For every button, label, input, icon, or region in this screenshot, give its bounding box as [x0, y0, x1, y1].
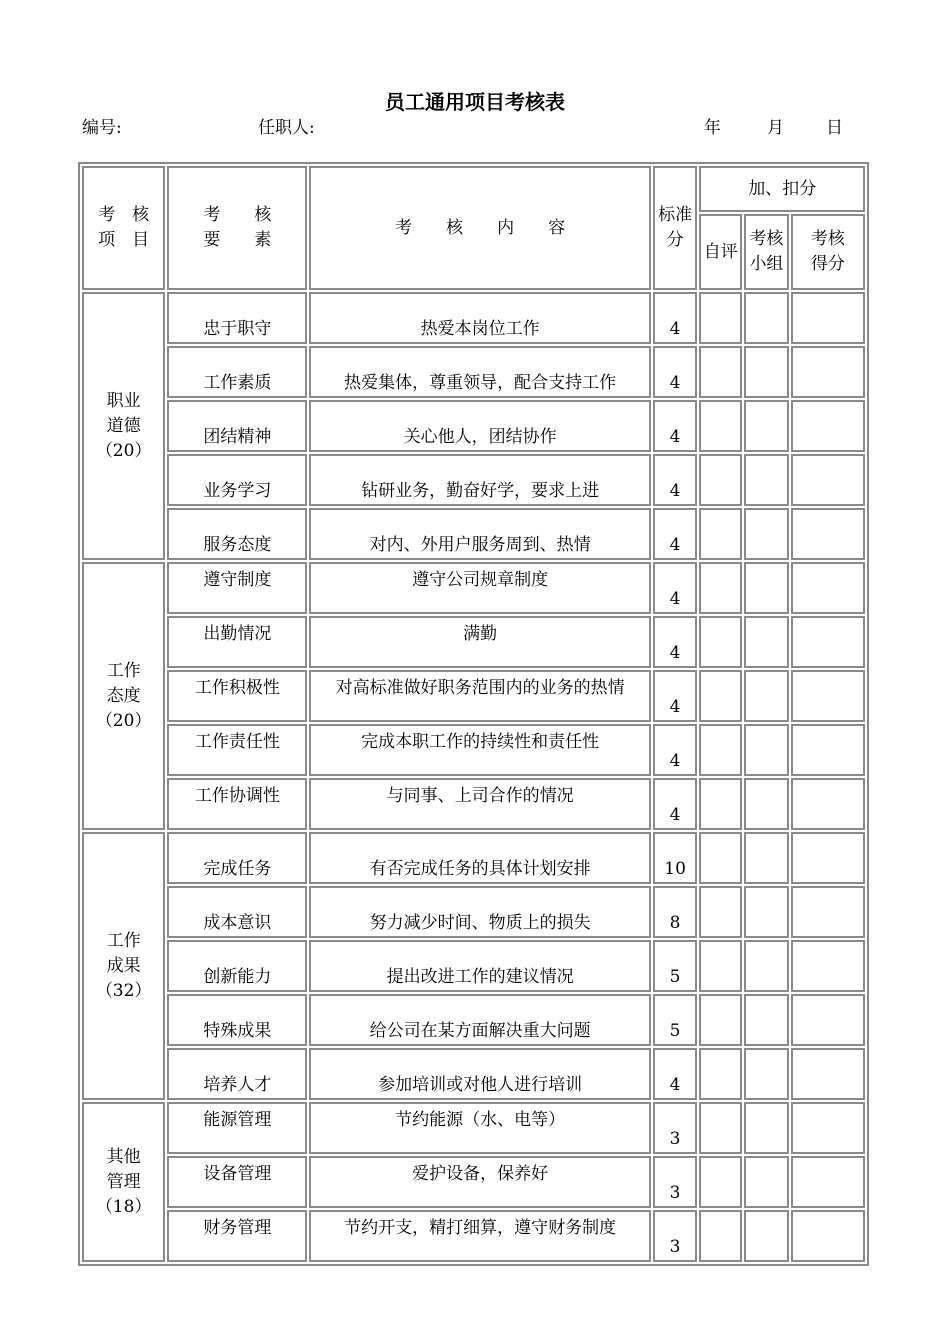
holder-label: 任职人:	[258, 118, 315, 138]
day-label: 日	[826, 118, 843, 138]
final-score-cell[interactable]	[791, 1102, 865, 1154]
final-score-cell[interactable]	[791, 346, 865, 398]
element-cell: 工作积极性	[167, 670, 307, 722]
month-label: 月	[767, 118, 784, 138]
group-eval-cell[interactable]	[744, 400, 789, 452]
header-row	[82, 166, 865, 212]
group-eval-cell[interactable]	[744, 994, 789, 1046]
group-eval-cell[interactable]	[744, 1156, 789, 1208]
content-cell: 满勤	[309, 616, 650, 668]
standard-score-cell: 4	[653, 292, 698, 344]
table-row	[82, 454, 865, 506]
table-row	[82, 616, 865, 668]
table-row	[82, 508, 865, 560]
standard-score-cell: 4	[653, 508, 698, 560]
self-eval-cell[interactable]	[699, 994, 742, 1046]
self-eval-cell[interactable]	[699, 778, 742, 830]
header-adjust: 加、扣分	[699, 166, 865, 212]
category-cell: 工作 成果 （32）	[82, 832, 165, 1100]
element-cell: 工作责任性	[167, 724, 307, 776]
standard-score-cell: 4	[653, 454, 698, 506]
header-standard-score: 标准 分	[653, 166, 698, 290]
standard-score-cell: 4	[653, 670, 698, 722]
standard-score-cell: 5	[653, 940, 698, 992]
standard-score-cell: 3	[653, 1102, 698, 1154]
year-label: 年	[704, 118, 721, 138]
element-cell: 遵守制度	[167, 562, 307, 614]
content-cell: 有否完成任务的具体计划安排	[309, 832, 650, 884]
content-cell: 对内、外用户服务周到、热情	[309, 508, 650, 560]
group-eval-cell[interactable]	[744, 508, 789, 560]
content-cell: 给公司在某方面解决重大问题	[309, 994, 650, 1046]
element-cell: 出勤情况	[167, 616, 307, 668]
standard-score-cell: 5	[653, 994, 698, 1046]
table-row	[82, 886, 865, 938]
element-cell: 培养人才	[167, 1048, 307, 1100]
final-score-cell[interactable]	[791, 670, 865, 722]
content-cell: 爱护设备，保养好	[309, 1156, 650, 1208]
final-score-cell[interactable]	[791, 940, 865, 992]
group-eval-cell[interactable]	[744, 1210, 789, 1262]
standard-score-cell: 10	[653, 832, 698, 884]
content-cell: 完成本职工作的持续性和责任性	[309, 724, 650, 776]
header-item: 考 核 项 目	[82, 166, 165, 290]
self-eval-cell[interactable]	[699, 1102, 742, 1154]
standard-score-cell: 4	[653, 1048, 698, 1100]
category-cell: 工作 态度 （20）	[82, 562, 165, 830]
standard-score-cell: 4	[653, 778, 698, 830]
final-score-cell[interactable]	[791, 724, 865, 776]
final-score-cell[interactable]	[791, 616, 865, 668]
self-eval-cell[interactable]	[699, 292, 742, 344]
standard-score-cell: 8	[653, 886, 698, 938]
content-cell: 钻研业务，勤奋好学，要求上进	[309, 454, 650, 506]
header-self-eval: 自评	[699, 214, 742, 290]
self-eval-cell[interactable]	[699, 616, 742, 668]
content-cell: 热爱本岗位工作	[309, 292, 650, 344]
element-cell: 业务学习	[167, 454, 307, 506]
element-cell: 团结精神	[167, 400, 307, 452]
final-score-cell[interactable]	[791, 1048, 865, 1100]
table-row	[82, 346, 865, 398]
final-score-cell[interactable]	[791, 400, 865, 452]
content-cell: 节约能源（水、电等）	[309, 1102, 650, 1154]
group-eval-cell[interactable]	[744, 616, 789, 668]
final-score-cell[interactable]	[791, 454, 865, 506]
self-eval-cell[interactable]	[699, 724, 742, 776]
element-cell: 财务管理	[167, 1210, 307, 1262]
final-score-cell[interactable]	[791, 832, 865, 884]
category-cell: 其他 管理 （18）	[82, 1102, 165, 1262]
element-cell: 成本意识	[167, 886, 307, 938]
standard-score-cell: 3	[653, 1156, 698, 1208]
content-cell: 与同事、上司合作的情况	[309, 778, 650, 830]
group-eval-cell[interactable]	[744, 886, 789, 938]
element-cell: 创新能力	[167, 940, 307, 992]
table-row	[82, 400, 865, 452]
standard-score-cell: 4	[653, 724, 698, 776]
element-cell: 设备管理	[167, 1156, 307, 1208]
header-element: 考 核 要 素	[167, 166, 307, 290]
table-row	[82, 1156, 865, 1208]
content-cell: 节约开支，精打细算，遵守财务制度	[309, 1210, 650, 1262]
group-eval-cell[interactable]	[744, 724, 789, 776]
assessment-table	[78, 162, 869, 1266]
group-eval-cell[interactable]	[744, 292, 789, 344]
table-row	[82, 1210, 865, 1262]
self-eval-cell[interactable]	[699, 1156, 742, 1208]
self-eval-cell[interactable]	[699, 1048, 742, 1100]
element-cell: 工作素质	[167, 346, 307, 398]
self-eval-cell[interactable]	[699, 508, 742, 560]
content-cell: 关心他人，团结协作	[309, 400, 650, 452]
group-eval-cell[interactable]	[744, 778, 789, 830]
header-final-score: 考核 得分	[791, 214, 865, 290]
final-score-cell[interactable]	[791, 886, 865, 938]
table-row	[82, 832, 865, 884]
self-eval-cell[interactable]	[699, 886, 742, 938]
content-cell: 对高标准做好职务范围内的业务的热情	[309, 670, 650, 722]
content-cell: 热爱集体，尊重领导，配合支持工作	[309, 346, 650, 398]
content-cell: 参加培训或对他人进行培训	[309, 1048, 650, 1100]
final-score-cell[interactable]	[791, 778, 865, 830]
self-eval-cell[interactable]	[699, 454, 742, 506]
self-eval-cell[interactable]	[699, 562, 742, 614]
self-eval-cell[interactable]	[699, 1210, 742, 1262]
group-eval-cell[interactable]	[744, 1102, 789, 1154]
category-cell: 职业 道德 （20）	[82, 292, 165, 560]
content-cell: 努力减少时间、物质上的损失	[309, 886, 650, 938]
standard-score-cell: 4	[653, 400, 698, 452]
element-cell: 工作协调性	[167, 778, 307, 830]
final-score-cell[interactable]	[791, 508, 865, 560]
number-label: 编号:	[82, 118, 122, 138]
table-row	[82, 292, 865, 344]
self-eval-cell[interactable]	[699, 832, 742, 884]
table-row	[82, 670, 865, 722]
group-eval-cell[interactable]	[744, 454, 789, 506]
group-eval-cell[interactable]	[744, 562, 789, 614]
final-score-cell[interactable]	[791, 562, 865, 614]
table-row	[82, 1102, 865, 1154]
standard-score-cell: 4	[653, 346, 698, 398]
group-eval-cell[interactable]	[744, 832, 789, 884]
self-eval-cell[interactable]	[699, 940, 742, 992]
element-cell: 能源管理	[167, 1102, 307, 1154]
content-cell: 遵守公司规章制度	[309, 562, 650, 614]
standard-score-cell: 4	[653, 562, 698, 614]
self-eval-cell[interactable]	[699, 346, 742, 398]
table-row	[82, 994, 865, 1046]
group-eval-cell[interactable]	[744, 670, 789, 722]
final-score-cell[interactable]	[791, 292, 865, 344]
final-score-cell[interactable]	[791, 994, 865, 1046]
standard-score-cell: 4	[653, 616, 698, 668]
page-title: 员工通用项目考核表	[385, 90, 565, 114]
table-row	[82, 562, 865, 614]
element-cell: 忠于职守	[167, 292, 307, 344]
content-cell: 提出改进工作的建议情况	[309, 940, 650, 992]
group-eval-cell[interactable]	[744, 1048, 789, 1100]
group-eval-cell[interactable]	[744, 346, 789, 398]
table-row	[82, 724, 865, 776]
header-content: 考 核 内 容	[309, 166, 650, 290]
final-score-cell[interactable]	[791, 1156, 865, 1208]
final-score-cell[interactable]	[791, 1210, 865, 1262]
element-cell: 特殊成果	[167, 994, 307, 1046]
table-row	[82, 1048, 865, 1100]
element-cell: 服务态度	[167, 508, 307, 560]
group-eval-cell[interactable]	[744, 940, 789, 992]
self-eval-cell[interactable]	[699, 670, 742, 722]
header-group-eval: 考核 小组	[744, 214, 789, 290]
table-row	[82, 778, 865, 830]
standard-score-cell: 3	[653, 1210, 698, 1262]
self-eval-cell[interactable]	[699, 400, 742, 452]
table-row	[82, 940, 865, 992]
element-cell: 完成任务	[167, 832, 307, 884]
